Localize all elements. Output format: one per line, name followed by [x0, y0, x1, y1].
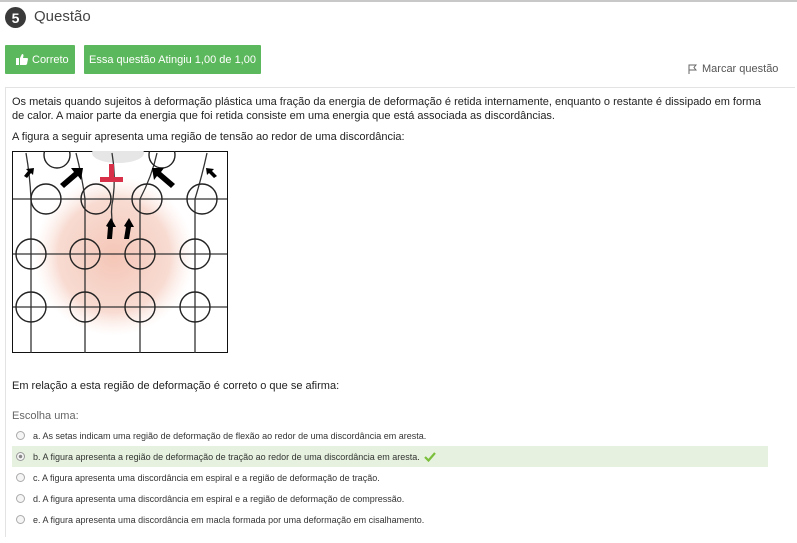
choose-label: Escolha uma:	[12, 410, 79, 422]
radio-d[interactable]	[16, 494, 25, 503]
option-b-text[interactable]: b. A figura apresenta a região de deformação de tração ao redor de uma discordância em aresta.	[33, 451, 420, 462]
correct-status-badge	[5, 45, 75, 74]
option-c-text[interactable]: c. A figura apresenta uma discordância em espiral e a região de deformação de tração.	[33, 472, 380, 483]
option-b[interactable]	[12, 446, 768, 467]
thumbs-up-icon	[16, 54, 28, 65]
option-a-text[interactable]: a. As setas indicam uma região de deformação de flexão ao redor de uma discordância em aresta.	[33, 430, 427, 441]
score-badge: Essa questão Atingiu 1,00 de 1,00	[84, 45, 261, 74]
option-c[interactable]	[12, 467, 768, 488]
question-title: Questão	[34, 8, 91, 25]
radio-a[interactable]	[16, 431, 25, 440]
tension-zone	[34, 176, 194, 336]
radio-b[interactable]	[16, 452, 25, 461]
option-e-text[interactable]: e. A figura apresenta uma discordância em macla formada por uma deformação em cisalhamento.	[33, 514, 425, 525]
flag-icon	[688, 64, 697, 74]
top-divider	[0, 0, 797, 2]
question-number-badge: 5	[5, 7, 26, 28]
correct-label: Correto	[32, 53, 69, 66]
question-intro-text: Os metais quando sujeitos à deformação plástica uma fração da energia de deformação é retida internamente, enquanto o restante é dissipado em forma de calor. A maior parte da energia que foi retida consiste em uma energia que está associada as discordâncias.	[12, 96, 762, 122]
dislocation-figure	[12, 151, 228, 353]
option-d[interactable]	[12, 488, 768, 509]
flag-question-link[interactable]	[688, 63, 778, 75]
question-stem: Em relação a esta região de deformação é correto o que se afirma:	[12, 380, 340, 392]
flag-label[interactable]: Marcar questão	[702, 63, 779, 75]
correct-check-icon	[424, 452, 436, 462]
option-d-text[interactable]: d. A figura apresenta uma discordância em espiral e a região de deformação de compressão.	[33, 493, 405, 504]
radio-e[interactable]	[16, 515, 25, 524]
radio-c[interactable]	[16, 473, 25, 482]
option-e[interactable]	[12, 509, 768, 530]
figure-caption: A figura a seguir apresenta uma região de tensão ao redor de uma discordância:	[12, 131, 405, 143]
option-a[interactable]	[12, 425, 768, 446]
